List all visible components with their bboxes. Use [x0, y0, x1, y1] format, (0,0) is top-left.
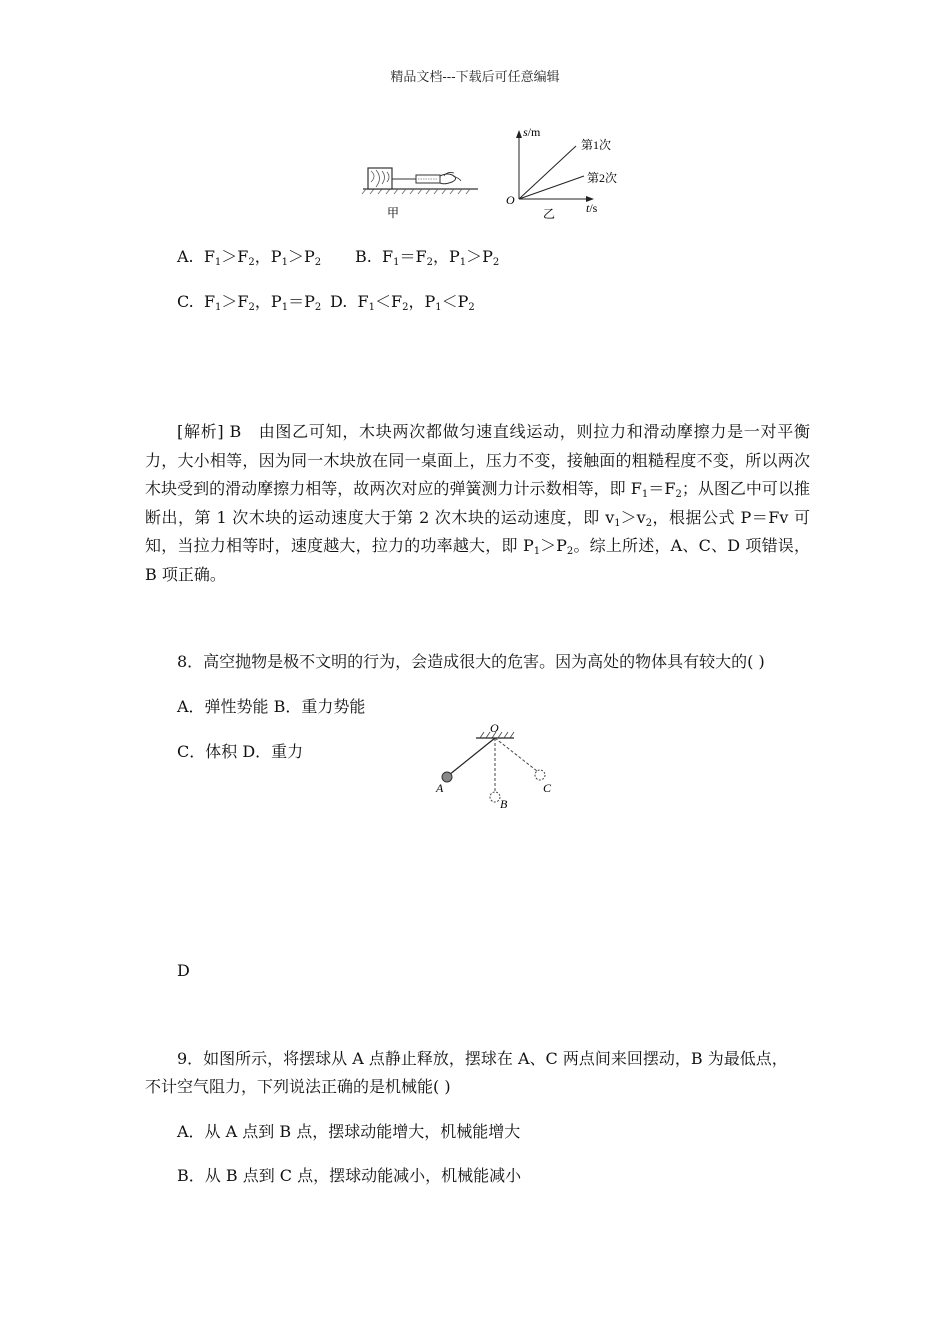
pendulum-string-c	[495, 738, 537, 771]
page-header: 精品文档---下载后可任意编辑	[390, 70, 560, 85]
q7-option-c: C. $F_1>F_2$，$P_1=P_2$	[177, 292, 322, 313]
label-jia: 甲	[386, 206, 400, 220]
y-axis-unit: /m	[527, 125, 541, 139]
q9-stem-line2: 不计空气阻力，下列说法正确的是机械能( )	[145, 1077, 451, 1096]
pendulum-figure	[428, 718, 568, 818]
label-yi: 乙	[542, 207, 556, 221]
line2-label: 第2次	[587, 171, 618, 185]
line-second	[519, 176, 584, 199]
x-axis-var: t	[586, 201, 590, 215]
svg-text:t/s	[586, 201, 598, 215]
line-first	[519, 146, 576, 199]
q8-stem: 8．高空抛物是极不文明的行为，会造成很大的危害。因为高处的物体具有较大的( )	[177, 652, 765, 671]
q9-option-a: A．从 A 点到 B 点，摆球动能增大，机械能增大	[177, 1122, 521, 1141]
label-o: O	[490, 721, 499, 735]
label-c: C	[543, 781, 552, 795]
origin-label: O	[506, 193, 515, 207]
svg-text:s/m	[523, 125, 541, 139]
label-b: B	[500, 797, 508, 811]
block-spring-illustration	[362, 168, 478, 194]
q9-option-b: B．从 B 点到 C 点，摆球动能减小，机械能减小	[177, 1166, 522, 1185]
line1-label: 第1次	[581, 138, 612, 152]
q7-option-a: A. $F_1>F_2$，$P_1>P_2$	[177, 247, 322, 268]
q7-option-d: D. $F_1<F_2$，$P_1<P_2$	[330, 292, 475, 313]
q9-stem-line1: 9．如图所示，将摆球从 A 点静止释放，摆球在 A、C 两点间来回摆动，B 为最低点，	[177, 1049, 788, 1068]
q8-options-cd: C．体积 D．重力	[177, 742, 304, 761]
pendulum-ball-c	[535, 770, 545, 780]
pendulum-ball-a	[442, 772, 452, 782]
x-axis-unit: /s	[589, 201, 598, 215]
analysis-paragraph: [解析] B 由图乙可知，木块两次都做匀速直线运动，则拉力和滑动摩擦力是一对平衡力，大小相等，因为同一木块放在同一桌面上，压力不变，接触面的粗糙程度不变，所以两次木块受到的滑动摩擦力相等，故两次对应的弹簧测力计示数相等，即 $F_1=F_2$；从图乙中可以推断出，第 1 次木块的运动速度大于第 2 次木块的运动速度，即 $v_1>v_2$，根据公式 P＝Fv 可知，当拉力相等时，速度越大，拉力的功率越大，即 $P_1>P_2$。综上所述，A、C、D 项错误，B 项正确。	[145, 422, 810, 584]
q8-options-ab: A．弹性势能 B．重力势能	[177, 697, 366, 716]
pendulum-string-a	[449, 738, 495, 775]
y-axis-var: s	[523, 125, 528, 139]
pendulum-ball-b	[490, 792, 500, 802]
q7-figure	[360, 124, 630, 224]
q8-answer: D	[177, 961, 190, 980]
q7-option-b: B. $F_1=F_2$，$P_1>P_2$	[355, 247, 500, 268]
label-a: A	[436, 781, 444, 795]
